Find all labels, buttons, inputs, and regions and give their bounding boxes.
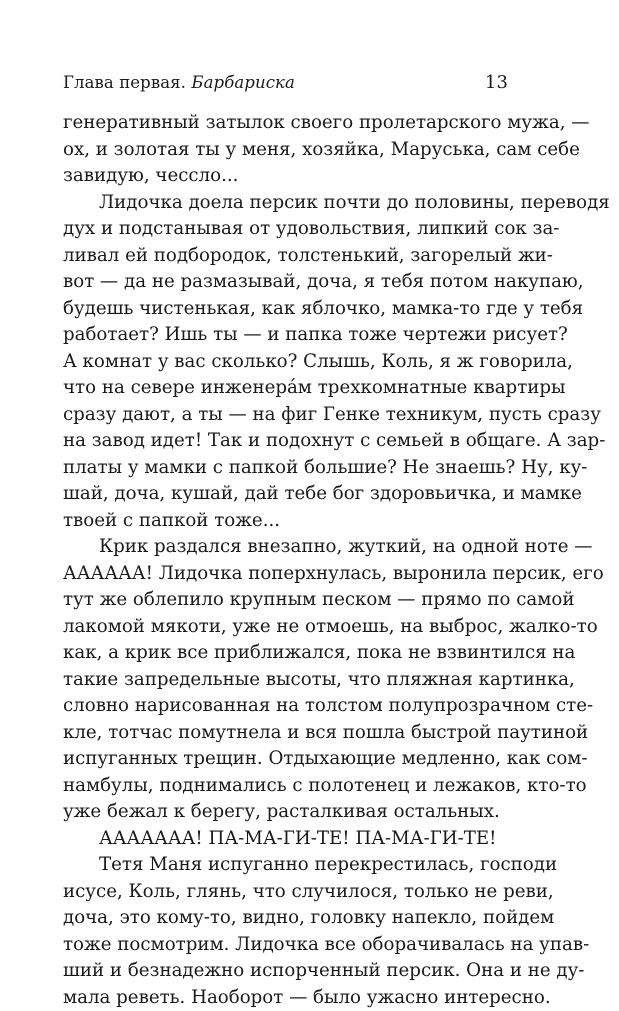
paragraph-first-line: Лидочка доела персик почти до половины, переводя [63,190,508,217]
chapter-heading [63,73,295,92]
chapter-title: Барбариска [191,73,295,92]
text-line: тут же облепило крупным песком — прямо по самой [63,587,508,614]
page-number: 13 [485,72,508,93]
text-line: исусе, Коль, глянь, что случилося, только не реви, [63,879,508,906]
text-line: тоже посмотрим. Лидочка все оборачивалась на упав- [63,932,508,959]
paragraph-first-line: Крик раздался внезапно, жуткий, на одной ноте — [63,534,508,561]
text-line: ох, и золотая ты у меня, хозяйка, Маруська, сам себе [63,137,508,164]
text-line: такие запредельные высоты, что пляжная картинка, [63,667,508,694]
text-line: АААААА! Лидочка поперхнулась, выронила персик, его [63,561,508,588]
text-line: ливал ей подбородок, толстенький, загорелый жи- [63,243,508,270]
text-line: как, а крик все приближался, пока не взвинтился на [63,640,508,667]
text-line: шай, доча, кушай, дай тебе бог здоровьичка, и мамке [63,481,508,508]
text-line: на завод идет! Так и подохнут с семьей в общаге. А зар- [63,428,508,455]
text-line: испуганных трещин. Отдыхающие медленно, как сом- [63,746,508,773]
body-text [63,110,508,1011]
chapter-label: Глава первая. [63,73,191,92]
text-line: что на севере инженера́м трехкомнатные квартиры [63,375,508,402]
text-line: ший и безнадежно испорченный персик. Она и не ду- [63,958,508,985]
paragraph-first-line: ААААААА! ПА-МА-ГИ-ТЕ! ПА-МА-ГИ-ТЕ! [63,826,508,853]
paragraph-first-line: Тетя Маня испуганно перекрестилась, господи [63,852,508,879]
text-line: мала реветь. Наоборот — было ужасно интересно. [63,985,508,1011]
text-line: твоей с папкой тоже... [63,508,508,535]
text-line: намбулы, поднимались с полотенец и лежаков, кто-то [63,773,508,800]
text-line: лакомой мякоти, уже не отмоешь, на выброс, жалко-то [63,614,508,641]
running-head [63,72,508,96]
text-line: платы у мамки с папкой большие? Не знаешь? Ну, ку- [63,455,508,482]
text-line: вот — да не размазывай, доча, я тебя потом накупаю, [63,269,508,296]
text-line: завидую, чессло... [63,163,508,190]
text-line: дух и подстанывая от удовольствия, липкий сок за- [63,216,508,243]
text-line: уже бежал к берегу, расталкивая остальных. [63,799,508,826]
text-line: доча, это кому-то, видно, головку напекло, пойдем [63,905,508,932]
text-line: работает? Ишь ты — и папка тоже чертежи рисует? [63,322,508,349]
text-line: кле, тотчас помутнела и вся пошла быстрой паутиной [63,720,508,747]
text-line: будешь чистенькая, как яблочко, мамка-то где у тебя [63,296,508,323]
text-line: А комнат у вас сколько? Слышь, Коль, я ж говорила, [63,349,508,376]
text-line: сразу дают, а ты — на фиг Генке техникум, пусть сразу [63,402,508,429]
text-line: генеративный затылок своего пролетарского мужа, — [63,110,508,137]
text-line: словно нарисованная на толстом полупрозрачном сте- [63,693,508,720]
